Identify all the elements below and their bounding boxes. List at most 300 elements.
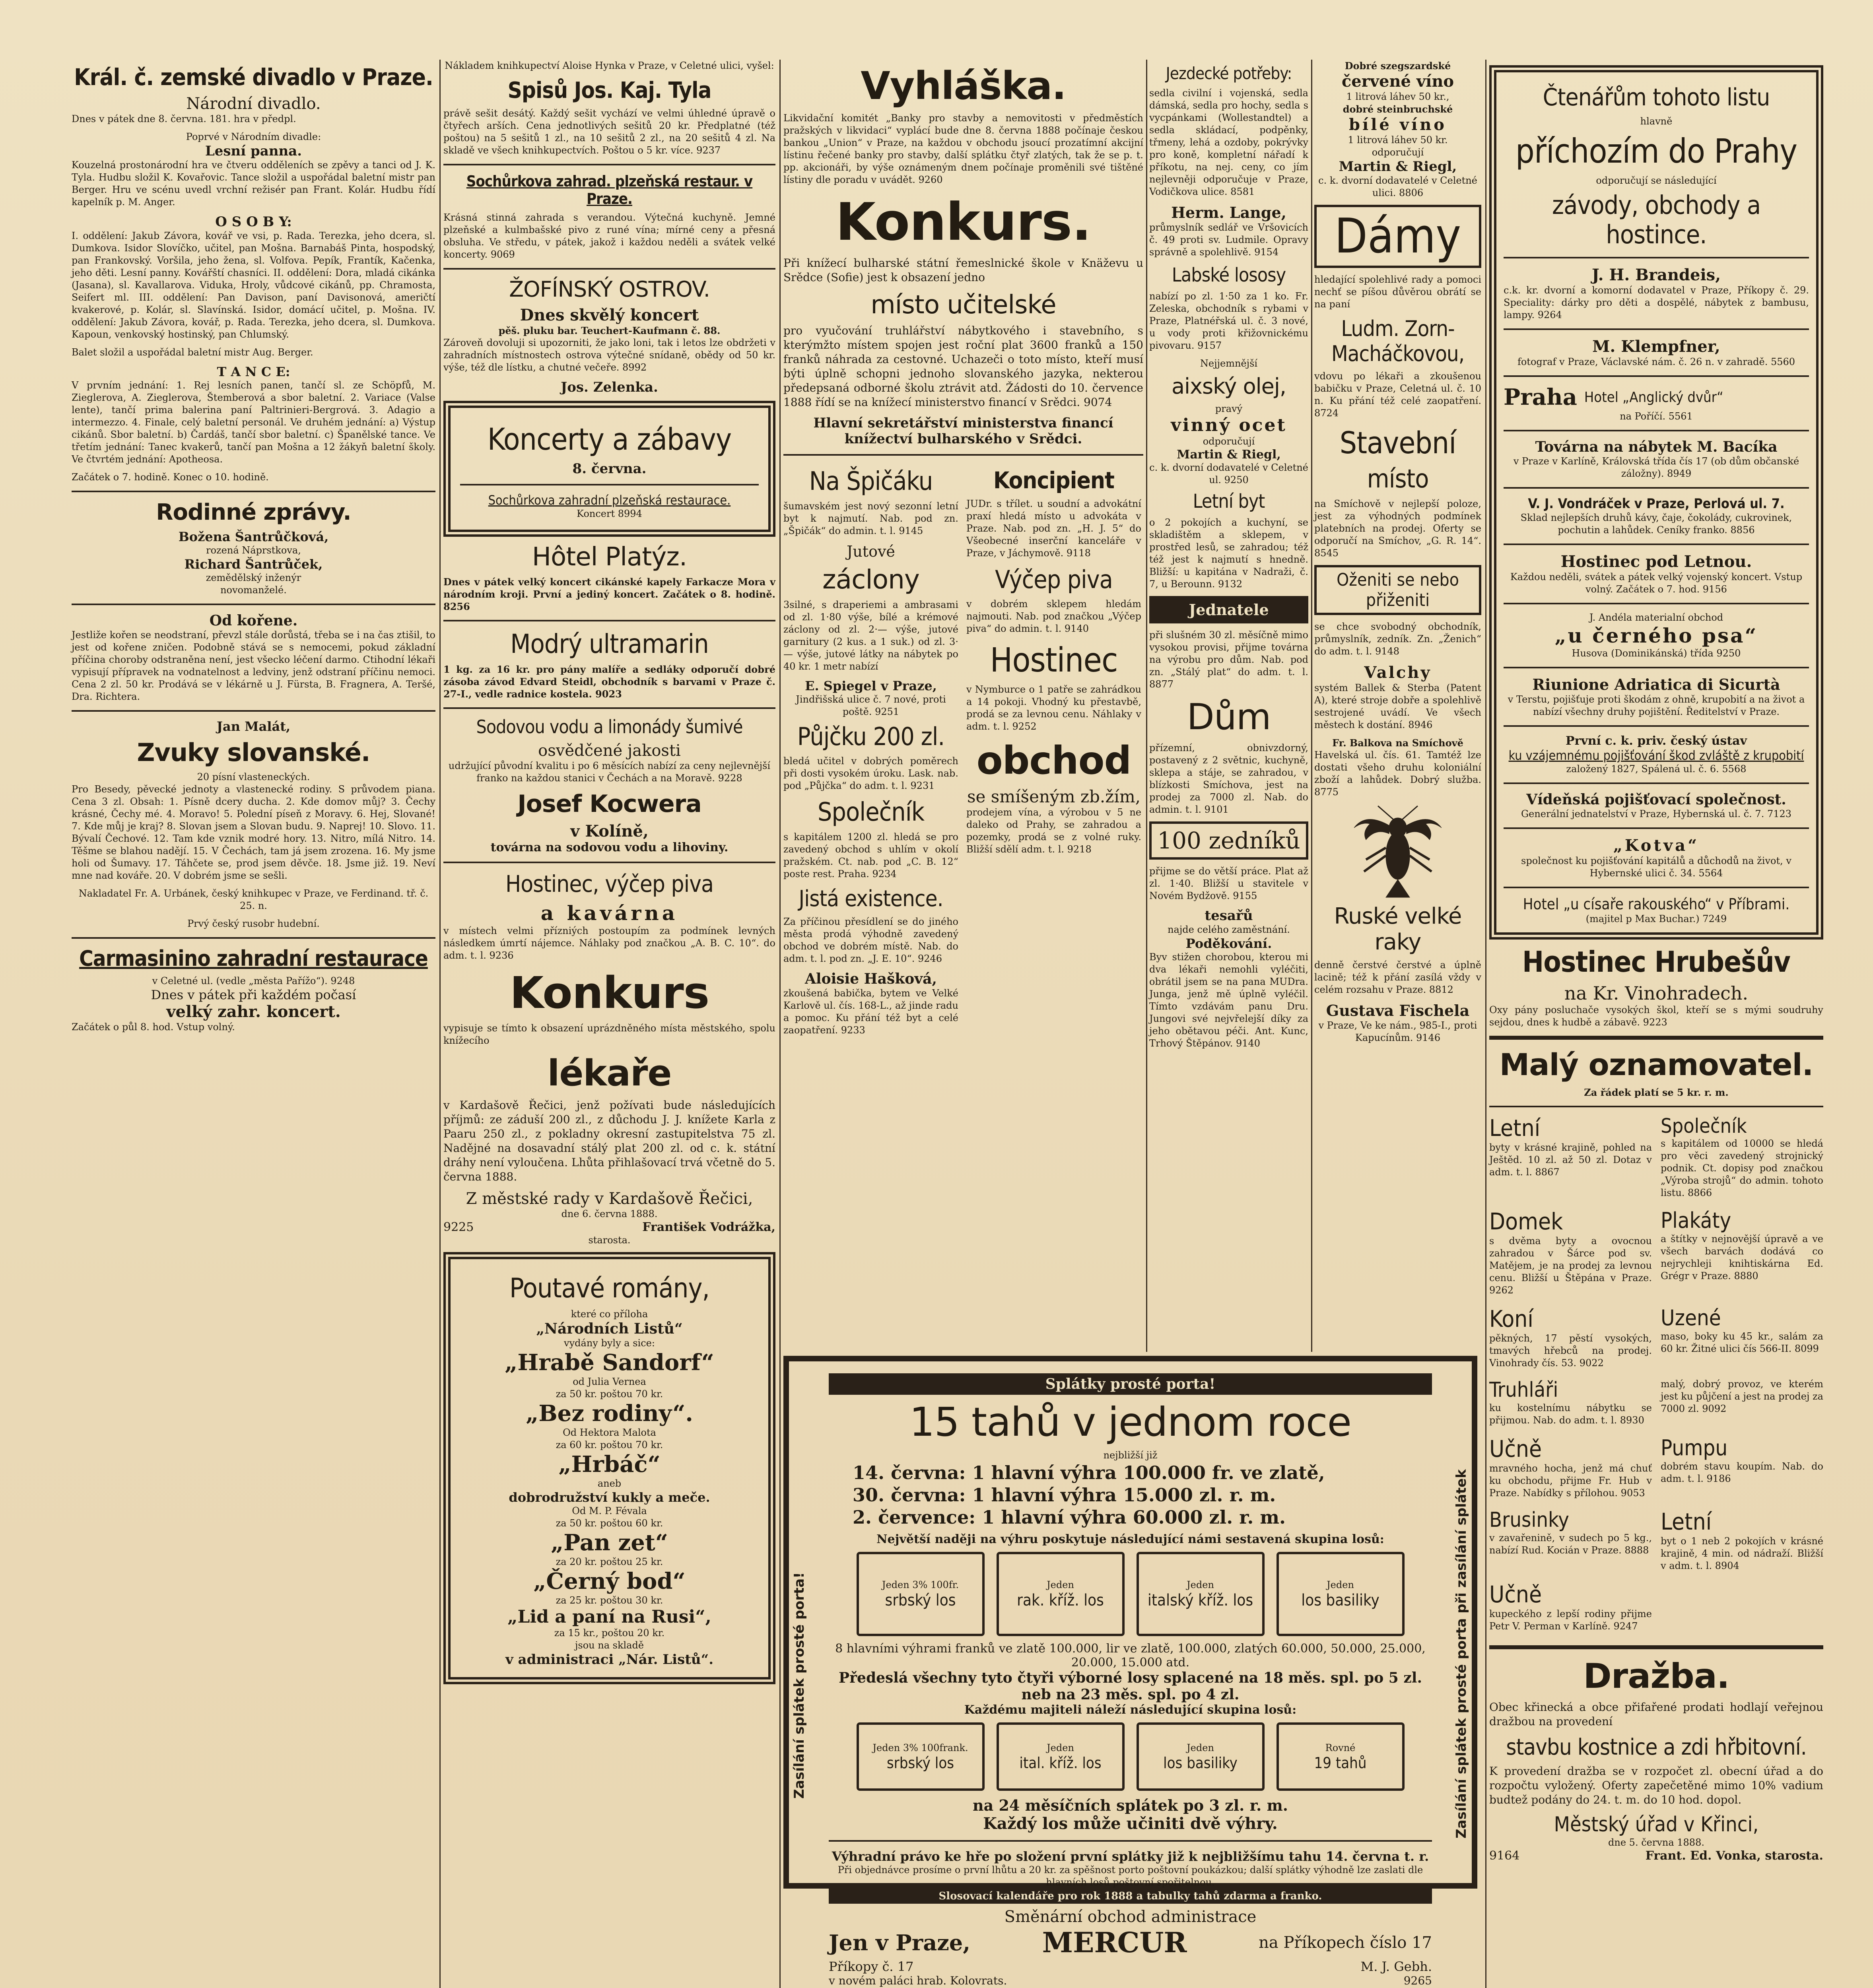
vyhlaska-text: Likvidační komitét „Banky pro stavby a nemovitosti v předměstích pražských v likvidaci“ vyplácí bude dne 8. června 1888 počínaje českou bankou „Union“ v Praze, na každou v obchodu jsoucí prozatímní akcijní lístinu řečené banky pro stavby, další splátku čtyř zlatých, tak že se p. t. pp. akcionáři, by výše oznámeným dnem počínaje proměnili své tištěné lístiny dle poradu v uvádět. 9260 bbox=[783, 113, 1143, 185]
lange-text: průmyslník sedlář ve Vršovicích č. 49 proti sv. Ludmile. Opravy správně a spolehlivě. 9154 bbox=[1149, 222, 1308, 258]
auction-text: Obec křinecká a obce přifařené prodati hodlají veřejnou dražbou na provedení bbox=[1489, 1701, 1823, 1728]
garden-restaurant-text: Krásná stinná zahrada s verandou. Výtečná kuchyně. Jemné plzeňské a kulmbašské pivo z runé vína; mírné ceny a přesná obsluha. Ve středu, v pátek, jakož i každou neděli a svátek velké koncerty. 9069 bbox=[443, 212, 775, 260]
column-directory bbox=[1489, 60, 1823, 1988]
wine-red: červené víno bbox=[1341, 72, 1454, 91]
wine-firm: Martin & Riegl, bbox=[1339, 159, 1457, 175]
novel-6-price: za 15 kr., poštou 20 kr. bbox=[554, 1627, 665, 1639]
auction-text2: K provedení dražba se v rozpočet zl. obecní úřad a do rozpočtu vyložený. Oferty zapečetěné mimo 10% vadium budtež podány do 24. t. m. do 10 hod. dopol. bbox=[1489, 1765, 1823, 1806]
auction-title: Dražba. bbox=[1583, 1656, 1729, 1696]
ticket-kind: Rovné bbox=[1325, 1742, 1356, 1753]
concerts-box bbox=[443, 401, 775, 537]
house-title: Dům bbox=[1187, 696, 1271, 738]
praha-hotel-location: na Poříčí. 5561 bbox=[1620, 411, 1693, 422]
spiegel-address: Jindřišská ulice č. 7 nové, proti poště. 9251 bbox=[796, 694, 946, 717]
lottery-city: Jen v Praze, bbox=[829, 1930, 971, 1955]
building-place: místo bbox=[1367, 464, 1429, 494]
korene-text: Jestliže kořen se neodstraní, převzl stále dorůstá, třeba se i na čas ztišil, to jest od kořene zničen. Podobně stává se s nemocemi, pokud základní příčina choroby odstraněna není, jest všecko léčení darmo. Ctihodní lékaři vypisují přípravek na vodnatelnost a ledviny, jenž odstraní příčinu nemoci. Cena 2 zl. 50 kr. Prodává se v lékárně u J. Fürsta, B. Fragnera, A. Teršé, Dra. Richtera. bbox=[72, 629, 435, 702]
dog-prefix: J. Andéla materialní obchod bbox=[1589, 612, 1723, 623]
building-title: Stavební bbox=[1339, 425, 1456, 460]
guest-note: Prvý český rusobr hudební. bbox=[187, 918, 320, 929]
smoked-title: Uzené bbox=[1661, 1305, 1721, 1330]
konkurs-main-text: Při knížecí bulharské státní řemeslnické škole v Knäževu u Srědce (Sofie) jest k obsazení jedno bbox=[783, 256, 1143, 284]
readers-title: Čtenářům tohoto listu bbox=[1543, 83, 1770, 111]
platyz-text: Dnes v pátek velký koncert cikánské kapely Farkacze Mora v národním kroji. První a jediný koncert. Začátek o 8. hodině. 8256 bbox=[443, 576, 775, 612]
ticket-name: italský kříž. los bbox=[1147, 1591, 1253, 1609]
theatre-date: Dnes v pátek dne 8. června. 181. hra v předpl. bbox=[72, 113, 296, 124]
novel-4-price: za 20 kr. poštou 25 kr. bbox=[556, 1556, 663, 1567]
bacik-text: v Praze v Karlíně, Královská třída čís 17 (ob dům občanské záložny). 8949 bbox=[1513, 456, 1799, 479]
column-rule bbox=[439, 60, 441, 1988]
lottery-ticket bbox=[997, 1722, 1125, 1791]
midwife-text: zkoušená babička, bytem ve Velké Karlově ul. čís. 168-L., až jinde radu a pomoc. Ku přání též byt a celé zaopatření. 9233 bbox=[783, 988, 959, 1036]
lottery-number: 9265 bbox=[1403, 1974, 1432, 1987]
ticket-kind: Jeden bbox=[1187, 1579, 1214, 1590]
kotva-text: společnost ku pojišťování kapitálů a důchodů na život, v Hybernské ulici č. 34. 5564 bbox=[1521, 855, 1791, 879]
cranberries-text: v zavařenině, v sudech po 5 kg., nabízí Rud. Kocián v Praze. 8888 bbox=[1489, 1532, 1652, 1556]
summer2-text: byt o 1 neb 2 pokojích v krásné krajině, 4 min. od nádraží. Bližší v adm. t. l. 8904 bbox=[1661, 1536, 1823, 1571]
koncipient-text: JUDr. s třílet. u soudní a advokátní praxí hledá místo u advokáta v Praze. Nab. pod zn. „H. J. 5“ do Všeobecné inserční kanceláře v Praze, v Jáchymově. 9118 bbox=[966, 498, 1141, 559]
vinegar-title: vinný ocet bbox=[1171, 415, 1287, 435]
joiners-title: Truhláři bbox=[1489, 1378, 1558, 1402]
doctor-text: v Kardašově Řečici, jenž požívati bude následujících příjmů: ze záduší 200 zl., z důchodu J. J. knížete Karla z Paaru 250 zl., z pokladny okresní zastupitelstva 75 zl. Nadějné na dosavadní stálý plat 200 zl. od c. k. státní dráhy není vyloučena. Lhůta přihlašovací trvá včetně do 5. června 1888. bbox=[443, 1099, 775, 1183]
ticket-kind: Jeden 3% 100frank. bbox=[872, 1742, 968, 1753]
lottery-exclusive: Výhradní právo ke hře po složení první splátky již k nejbližšímu tahu 14. června t. r. bbox=[832, 1849, 1429, 1864]
garden-address: v Celetné ul. (vedle „města Pařížo“). 9248 bbox=[152, 975, 355, 986]
loan-text: bledá učitel v dobrých poměrech při dosti vysokém úroku. Lask. nab. pod „Půjčka“ do adm. t. l. 9231 bbox=[783, 755, 958, 791]
column-rule bbox=[1146, 60, 1147, 1352]
balkova-title: Fr. Balkova na Smíchově bbox=[1332, 737, 1463, 749]
garden-concert: velký zahr. koncert. bbox=[166, 1002, 341, 1021]
lobster-icon bbox=[1338, 804, 1457, 899]
summer2-title: Letní bbox=[1661, 1508, 1712, 1535]
novels-newspaper: „Národních Listů“ bbox=[536, 1320, 683, 1337]
lottery-group-1 bbox=[829, 1552, 1432, 1636]
tyl-text: právě sešit desátý. Každý sešit vychází ve velmi úhledné úpravě o čtyřech arších. Cena jednotlivých sešitů 20 kr. Předplatné (též poštou) na 5 sešitů 1 zl., na 10 sešitů 2 zl., na 20 sešitů 4 zl. Na skladě ve všech knihkupectvích. Poštou o 5 kr. více. 9237 bbox=[443, 108, 775, 156]
family-newlyweds: novomanželé. bbox=[220, 584, 287, 596]
dances-list: V prvním jednání: 1. Rej lesních panen, tančí sl. ze Schöpfů, M. Zieglerova, A. Zieglerova, Štemberová a sbor baletní. 2. Variace (Valse lente), tančí prima balerina paní Paltrinieri-Bergrová. 3. Adagio a intermezzo. 4. Finale, celý baletní personál. Ve druhém jednání: a) Výstup cikánů. Sbor baletní. b) Čardáš, tančí sbor baletní. c) Španělské tance. Ve třetím jednání: Tanec kvakerů, tančí pan Mošna a 12 žákyň baletní školy. Ve čtvrtém jednání: Apotheosa. bbox=[72, 380, 435, 465]
auction-number: 9164 bbox=[1489, 1849, 1520, 1863]
ticket-name: ital. kříž. los bbox=[1019, 1754, 1102, 1772]
oil-prefix: Nejjemnější bbox=[1200, 358, 1258, 369]
lottery-prizes: 8 hlavními výhrami franků ve zlatě 100.000, lir ve zlatě, 100.000, zlatých 60.000, 50.000, 25.000, 20.000, 15.000 atd. bbox=[835, 1642, 1426, 1670]
konkurs-main-title: Konkurs. bbox=[835, 192, 1091, 252]
existence-text: Za příčinou přesídlení se do jiného města prodá výhodně zavedený obchod ve dobrém místě. Nab. do adm. t. l. pod zn. „J. E. 10“. 9246 bbox=[783, 916, 958, 964]
partner2-title: Společník bbox=[1661, 1114, 1747, 1138]
spicak-text: šumavském jest nový sezonní letní byt k najmutí. Nab. pod zn. „Špičák“ do admin. t. l. 9145 bbox=[783, 501, 958, 536]
novel-2-author: Od Hektora Malota bbox=[563, 1427, 656, 1438]
agents-text: při slušném 30 zl. měsíčně mimo vysokou provisi, přijme továrna na výrobu pro dům. Nab. pod zn. „Stálý plat“ do adm. t. l. 8877 bbox=[1149, 629, 1308, 690]
klempfner-text: fotograf v Praze, Václavské nám. č. 26 n. v zahradě. 5560 bbox=[1517, 356, 1795, 367]
letnou-title: Hostinec pod Letnou. bbox=[1560, 552, 1752, 571]
hrubes-title: Hostinec Hrubešův bbox=[1522, 945, 1790, 978]
song-author: Jan Malát, bbox=[216, 719, 291, 734]
lottery-group-2 bbox=[829, 1722, 1432, 1791]
council-role: starosta. bbox=[588, 1235, 631, 1246]
wine-address: c. k. dvorní dodavatelé v Celetné ulici. 8806 bbox=[1318, 175, 1477, 198]
masons-title: 100 zedníků bbox=[1157, 827, 1300, 854]
summer-flat-title: Letní byt bbox=[1193, 490, 1265, 513]
balkova-text: Havelská ul. čís. 61. Tamtéž lze dostati všeho druhu koloniální zboží a lahůdek. Dobrý služba. 8775 bbox=[1314, 749, 1481, 798]
lottery-firm: MERCUR bbox=[1042, 1926, 1187, 1959]
family-bride-maiden: rozená Náprstkova, bbox=[206, 545, 301, 556]
lottery-address-2: Příkopy č. 17 bbox=[829, 1959, 914, 1974]
ultramarin-title: Modrý ultramarin bbox=[510, 629, 709, 659]
posters-title: Plakáty bbox=[1661, 1208, 1731, 1233]
ballet-note: Balet složil a uspořádal baletní mistr Aug. Berger. bbox=[72, 347, 313, 358]
konkurs-title: Konkurs bbox=[509, 967, 709, 1018]
column-rule bbox=[1311, 60, 1312, 1352]
loan-title: Půjčku 200 zl. bbox=[797, 722, 945, 751]
novel-3-title: „Hrbáč“ bbox=[558, 1451, 661, 1477]
song-subtitle: 20 písní vlasteneckých. bbox=[197, 771, 310, 782]
zofin-subtitle: Dnes skvělý koncert bbox=[520, 306, 699, 324]
zofin-band: pěš. pluku bar. Teuchert-Kaufmann č. 88. bbox=[498, 325, 721, 336]
zofin-title: ŽOFÍNSKÝ OSTROV. bbox=[509, 277, 710, 302]
shop-subtitle: se smíšeným zb.žím, bbox=[967, 787, 1141, 806]
lottery-ad bbox=[783, 1356, 1477, 1987]
publisher-note: Nákladem knihkupectví Aloise Hynka v Praze, v Celetné ulici, vyšel: bbox=[445, 60, 774, 71]
ticket-name: 19 tahů bbox=[1314, 1754, 1367, 1772]
cottage-text: s dvěma byty a ovocnou zahradou v Šárce pod sv. Matějem, je na prodej za levnou cenu. Bližší u Štěpána v Praze. 9262 bbox=[1489, 1235, 1652, 1296]
letnou-text: Každou neděli, svátek a pátek velký vojenský koncert. Vstup volný. Začátek o 7. hod. 9156 bbox=[1510, 571, 1803, 595]
vienna-title: Vídeňská pojišťovací společnost. bbox=[1526, 791, 1786, 808]
concerts-venue: Sochůrkova zahradní plzeňská restaurace. bbox=[488, 493, 731, 508]
concerts-title: Koncerty a zábavy bbox=[487, 421, 732, 457]
lottery-ticket bbox=[857, 1552, 985, 1636]
teacher-text: pro vyučování truhlářství nábytkového i stavebního, s kterýmžto místem spojen jest roční plat 3600 franků a 150 franků náhrada za cestovné. Uchazeči o toto místo, kteří musí býti úplně schopni jednoho slovanského jazyka, nekterou předepsaná odborné školu ztrávit atd. Žádosti do 10. července 1888 řídí se na knížecí ministerstvo financí v Srědci. 9074 bbox=[783, 324, 1143, 409]
carpenters-title: tesařů bbox=[1205, 908, 1253, 924]
vondracek-title: V. J. Vondráček v Praze, Perlová ul. 7. bbox=[1528, 496, 1785, 512]
wine-white-price: 1 litrová láhev 50 kr. bbox=[1348, 134, 1448, 146]
zofin-signature: Jos. Zelenka. bbox=[561, 379, 658, 395]
carpenters-text: najde celého zaměstnání. bbox=[1168, 924, 1290, 935]
lottery-draw-1: 14. června: 1 hlavní výhra 100.000 fr. ve zlatě, bbox=[853, 1462, 1325, 1483]
partner-text: s kapitálem 1200 zl. hledá se pro zavedený obchod s uhlím v okolí pražském. Ct. nab. pod „C. B. 12“ poste rest. Praha. 9234 bbox=[783, 831, 958, 879]
hostinec-title: Hostinec, výčep piva bbox=[505, 870, 714, 897]
play-title: Lesní panna. bbox=[205, 143, 302, 159]
oil-firm: Martin & Riegl, bbox=[1177, 448, 1281, 462]
garden-title: Carmasinino zahradní restaurace bbox=[79, 946, 428, 971]
apprentice-title: Učně bbox=[1489, 1435, 1542, 1462]
column-ads-3 bbox=[783, 60, 1143, 1352]
summer-title: Letní bbox=[1489, 1114, 1541, 1142]
fischel-address: v Praze, Ve ke nám., 985-I., proti Kapucínům. 9146 bbox=[1318, 1020, 1477, 1043]
smoked-text: maso, boky ku 45 kr., salám za 60 kr. Žitné ulici čís 566-II. 8099 bbox=[1661, 1331, 1823, 1354]
hostinec-text: v místech velmi přízniých postoupím za podmínek levných následkem úmrtí nájemce. Náhlaky pod značkou „A. B. C. 10“. do adm. t. l. 9236 bbox=[443, 925, 775, 961]
brandeis-text: c.k. kr. dvorní a komorní dodavatel v Praze, Příkopy č. 29. Speciality: dárky pro děti a dospělé, nábytek z bambusu, lampy. 9264 bbox=[1504, 285, 1809, 320]
garden-weather: Dnes v pátek při každém počasí bbox=[151, 987, 356, 1002]
lottery-ticket bbox=[857, 1722, 985, 1791]
mill-text: malý, dobrý provoz, ve kterém jest ku půjčení a jest na prodej za 7000 zl. 9092 bbox=[1661, 1378, 1823, 1414]
pump-title: Pumpu bbox=[1661, 1435, 1728, 1460]
cast-list: I. oddělení: Jakub Závora, kovář ve vsi, p. Rada. Terezka, jeho dcera, sl. Dumkova. Isidor Slovíčko, učitel, pan Mošna. Barnabáš Pinta, hospodský, pan Frankovský. Voršila, jeho žena, sl. Volfova. Pepík, Frantík, Kačenka, jeho děti. Lesní panny. Kovářští chasníci. II. oddělení: Dora, mladá cikánka (Jasana), sl. Kavallarova. Viduka, Hroly, vůdcové cikánů, pp. Chramosta, Seifert ml. III. oddělení: Pan Davison, paní Davisonová, američtí kvakerové, p. Kolár, sl. Slavínská. Isidor, domácí učitel, p. Mošna. IV. oddělení: Jakub Závora, kovář, p. Rada. Terezka, jeho dcera, sl. Dumkova. Kapoun, venkovský hostinský, pan Chlumský. bbox=[72, 230, 435, 340]
saddle-title: Jezdecké potřeby: bbox=[1166, 64, 1292, 83]
column-theatre bbox=[72, 60, 435, 1988]
tyl-title: Spisů Jos. Kaj. Tyla bbox=[507, 78, 711, 103]
existence-title: Jistá existence. bbox=[799, 886, 943, 912]
teacher-title: místo učitelské bbox=[870, 290, 1056, 320]
kocwera-town: v Kolíně, bbox=[570, 822, 649, 841]
novel-1-author: od Julia Vernea bbox=[573, 1376, 646, 1387]
lottery-nearest: nejbližší již bbox=[1103, 1450, 1158, 1461]
play-description: Kouzelná prostonárodní hra ve čtveru odděleních se zpěvy a tanci od J. K. Tyla. Hudbu složil K. Kovařovic. Tance složil a uspořádal baletní mistr pan Berger. Hru ve scénu uvedl vrchní režisér pan Frant. Kolár. Hudbu řídí kapelník p. M. Anger. bbox=[72, 159, 435, 208]
council-number: 9225 bbox=[443, 1220, 474, 1234]
ticket-kind: Jeden 3% 100fr. bbox=[882, 1579, 959, 1590]
firms-title: závody, obchody a hostince. bbox=[1552, 191, 1761, 250]
zorn-text: vdovu po lékaři a zkoušenou babičku v Praze, Celetná ul. č. 10 n. Ku přání též celé zaopatření. 8724 bbox=[1314, 371, 1481, 419]
ticket-name: rak. kříž. los bbox=[1017, 1591, 1104, 1609]
ticket-name: los basiliky bbox=[1163, 1754, 1238, 1772]
spiegel-firm: E. Spiegel v Praze, bbox=[805, 678, 937, 693]
column-ads-4 bbox=[1149, 60, 1308, 1352]
novels-admin: v administraci „Nár. Listů“. bbox=[505, 1652, 714, 1668]
brandeis-title: J. H. Brandeis, bbox=[1591, 266, 1721, 284]
auction-mayor: Frant. Ed. Vonka, starosta. bbox=[1645, 1849, 1823, 1863]
building-text: na Smíchově v nejlepší poloze, jest za výhodných podmínek platebních na prodej. Oferty se odporučí na Smíchov, „G. R. 14“. 8545 bbox=[1314, 498, 1481, 559]
lottery-ticket bbox=[1277, 1552, 1405, 1636]
joiners-text: ku kostelnímu nábytku se přijmou. Nab. do adm. t. l. 8930 bbox=[1489, 1402, 1652, 1426]
riunione-title: Riunione Adriatica di Sicurtà bbox=[1532, 676, 1780, 693]
soda-subtitle: osvědčené jakosti bbox=[538, 742, 681, 760]
novels-stock: jsou na skladě bbox=[575, 1640, 644, 1651]
novel-3-price: za 50 kr. poštou 60 kr. bbox=[556, 1518, 663, 1529]
koncipient-title: Koncipient bbox=[993, 467, 1114, 494]
kocwera-title: Josef Kocwera bbox=[517, 790, 701, 818]
garden-time: Začátek o půl 8. hod. Vstup volný. bbox=[72, 1021, 235, 1033]
posters-text: a štítky v nejnovější úpravě a ve všech barvách dodává co nejrychleji knihtiskárna Ed. Grégr v Praze. 8880 bbox=[1661, 1233, 1823, 1281]
partner2-text: s kapitálem od 10000 se hledá pro věci zavedený strojnický podnik. Ct. dopisy pod značkou „Výroba strojů“ do admin. tohoto listu. 8866 bbox=[1661, 1138, 1823, 1198]
wine-steinbruch: dobré steinbruchské bbox=[1343, 103, 1453, 115]
vienna-text: Generální jednatelství v Praze, Hybernská ul. č. 7. 7123 bbox=[1521, 808, 1792, 819]
konkurs-text: vypisuje se tímto k obsazení uprázdněného místa městského, spolu knížecího bbox=[443, 1023, 775, 1046]
praha-hotel: Hotel „Anglický dvůr“ bbox=[1584, 389, 1723, 406]
apprentice2-text: kupeckého z lepší rodiny přijme Petr V. Perman v Karlíně. 9247 bbox=[1489, 1608, 1652, 1632]
zofin-text: Zároveň dovoluji si upozorniti, že jako loni, tak i letos lze obdržeti v zahradních místnostech ostrova výtečné snídaně, obědy od 50 kr. výše, též dle lístku, a chutné večeře. 8992 bbox=[443, 337, 775, 373]
lottery-group2-intro: Každému majiteli náleží následující skupina losů: bbox=[964, 1703, 1297, 1717]
concerts-date: 8. června. bbox=[572, 461, 647, 477]
kotva-title: „Kotva“ bbox=[1613, 836, 1700, 855]
lottery-ticket bbox=[1277, 1722, 1405, 1791]
lottery-side-left: Zasílání splátek prosté porta! bbox=[791, 1572, 807, 1799]
novel-1-price: za 50 kr. poštou 70 kr. bbox=[556, 1388, 663, 1400]
marriage-title: Oženiti se nebo přiženiti bbox=[1337, 570, 1459, 610]
family-groom: Richard Šantrůček, bbox=[184, 557, 323, 572]
performance-time: Začátek o 7. hodině. Konec o 10. hodině. bbox=[72, 472, 269, 483]
first-institute-title: První c. k. priv. český ústav bbox=[1565, 734, 1747, 748]
ticket-kind: Jeden bbox=[1047, 1579, 1074, 1590]
pribram-owner: (majitel p Max Buchar.) 7249 bbox=[1585, 913, 1727, 924]
ladies-text: hledající spolehlivé rady a pomoci nechť se píšou důvěrou obrátí se na paní bbox=[1314, 274, 1481, 310]
pribram-title: Hotel „u císaře rakouského“ v Příbrami. bbox=[1523, 895, 1790, 913]
novel-1-title: „Hrabě Sandorf“ bbox=[505, 1349, 714, 1376]
ticket-name: los basiliky bbox=[1301, 1591, 1379, 1609]
beer-title: Výčep piva bbox=[995, 565, 1113, 594]
hrubes-text: Oxy pány posluchače vysokých škol, kteří se s mými soudruhy sejdou, dnes k hudbě a zábavě. 9223 bbox=[1489, 1004, 1823, 1028]
curtains-text: 3silné, s draperiemi a ambrasami od zl. 1·80 výše, bílé a krémové záclony od zl. 2·— výše, jutové garnitury (2 kus. a 1 suk.) od zl. 3·— výše, jutové látky na nábytek po 40 kr. 1 metr nabízí bbox=[783, 599, 958, 672]
theatre-subtitle: Národní divadlo. bbox=[186, 95, 321, 113]
vyhlaska-title: Vyhláška. bbox=[861, 64, 1066, 108]
council-title: Z městské rady v Kardašově Řečici, bbox=[466, 1190, 753, 1208]
dances-heading: T A N C E: bbox=[217, 364, 290, 379]
dog-title: „u černého psa“ bbox=[1554, 624, 1758, 647]
spicak-title: Na Špičáku bbox=[809, 467, 933, 496]
crayfish-text: denně čerstvé čerstvé a úplně lacině; též k přání zasílá vždy v celém rozsahu v Praze. 8812 bbox=[1314, 959, 1481, 995]
agents-title: Jednatele bbox=[1189, 601, 1269, 619]
ticket-kind: Jeden bbox=[1047, 1742, 1074, 1753]
lottery-calendar: Slosovací kalendáře pro rok 1888 a tabulky tahů zdarma a franko. bbox=[829, 1889, 1432, 1904]
mangles-text: systém Ballek & Sterba (Patent A), které stroje dobře a spolehlivě sestrojené uvádí. Ve všech městech k dostání. 8946 bbox=[1314, 682, 1481, 730]
council-signature: František Vodrážka, bbox=[642, 1220, 775, 1234]
platyz-title: Hôtel Platýz. bbox=[532, 542, 687, 572]
fischel-firm: Gustava Fischela bbox=[1326, 1002, 1470, 1019]
theatre-title: Král. č. zemské divadlo v Praze. bbox=[74, 64, 433, 91]
lottery-palace: v novém paláci hrab. Kolovrats. bbox=[829, 1974, 1007, 1987]
oil-pure: pravý bbox=[1215, 403, 1243, 414]
novel-6-title: „Lid a paní na Rusi“, bbox=[507, 1607, 711, 1627]
family-bride: Božena Šantrůčková, bbox=[178, 529, 329, 544]
lottery-installments: Předeslá všechny tyto čtyři výborné losy splacené na 18 měs. spl. po 5 zl. neb na 23 měs. spl. po 4 zl. bbox=[839, 1670, 1422, 1703]
lottery-shop: Směnární obchod administrace bbox=[1004, 1908, 1257, 1926]
mangles-title: Valchy bbox=[1364, 663, 1432, 682]
ticket-name: srbský los bbox=[886, 1754, 954, 1772]
wine-white: bílé víno bbox=[1349, 115, 1447, 134]
zorn-title: Ludm. Zorn-Macháčkovou, bbox=[1331, 316, 1465, 366]
first-institute-line: ku vzájemnému pojišťování škod zvláště z krupobití bbox=[1508, 748, 1804, 763]
inn-text: v Nymburce o 1 patře se zahrádkou a 14 pokoji. Vhodný ku přestavbě, prodá se za levnou cenu. Náhlaky v adm. t. l. 9252 bbox=[966, 684, 1141, 732]
klempfner-title: M. Klempfner, bbox=[1592, 337, 1720, 356]
lottery-draw-2: 30. června: 1 hlavní výhra 15.000 zl. r. m. bbox=[853, 1484, 1276, 1506]
ultramarin-text: 1 kg. za 16 kr. pro pány malíře a sedláky odporučí dobré zásoba závod Edvard Steidl, obchodník s barvami v Praze č. 27-I., vedle radnice kostela. 9023 bbox=[443, 664, 775, 700]
lange-title: Herm. Lange, bbox=[1171, 204, 1286, 221]
visitors-title: příchozím do Prahy bbox=[1515, 132, 1797, 171]
horses-text: pěkných, 17 pěstí vysokých, tmavých hřebců na prodej. Vinohrady čís. 53. 9022 bbox=[1489, 1333, 1652, 1369]
lottery-each: Každý los může učiniti dvě výhry. bbox=[983, 1814, 1278, 1833]
lottery-ticket bbox=[997, 1552, 1125, 1636]
secretariat: Hlavní sekretářství ministerstva financí knížectví bulharského v Srědci. bbox=[813, 415, 1113, 447]
ticket-kind: Jeden bbox=[1327, 1579, 1354, 1590]
ticket-name: srbský los bbox=[885, 1591, 956, 1609]
auction-date: dne 5. června 1888. bbox=[1608, 1837, 1704, 1848]
lottery-draw-3: 2. července: 1 hlavní výhra 60.000 zl. r. m. bbox=[853, 1507, 1286, 1528]
summer-flat-text: o 2 pokojích a kuchyní, se skladištěm a sklepem, v prostřed lesů, se zahradou; též též jest k najmutí s hnedně. Bližší: u kapitána v Nadraži, č. 7, u Berounn. 9132 bbox=[1149, 517, 1308, 590]
apprentice-text: mravného hocha, jenž má chuť ku obchodu, přijme Fr. Hub v Praze. Nabídky s přílohou. 9053 bbox=[1489, 1463, 1652, 1499]
hostinec-subtitle: a kavárna bbox=[540, 901, 678, 925]
cottage-title: Domek bbox=[1489, 1208, 1563, 1235]
lottery-title: 15 tahů v jednom roce bbox=[909, 1399, 1352, 1445]
column-ads-5 bbox=[1314, 60, 1481, 1352]
soda-text: udržující původní kvalitu i po 6 měsících nabízí za ceny nejlevnější franko na každou stanici v Čechách a na Moravě. 9228 bbox=[448, 760, 771, 784]
crayfish-title: Ruské velké raky bbox=[1334, 903, 1462, 955]
family-news-title: Rodinné zprávy. bbox=[156, 499, 351, 525]
summer-text: byty v krásné krajině, pohled na Ještěd. 10 zl. až 50 zl. Dotaz v adm. t. l. 8867 bbox=[1489, 1142, 1652, 1178]
doctor-title: lékaře bbox=[547, 1052, 672, 1094]
lottery-installments-2: na 24 měsíčních splátek po 3 zl. r. m. bbox=[972, 1796, 1288, 1814]
novel-3-subtitle: dobrodružství kukly a meče. bbox=[509, 1490, 710, 1505]
small-ads-rate: Za řádek platí se 5 kr. r. m. bbox=[1584, 1087, 1729, 1098]
novels-title: Poutavé romány, bbox=[509, 1273, 709, 1304]
auction-subject: stavbu kostnice a zdi hřbitovní. bbox=[1506, 1734, 1807, 1760]
novel-5-price: za 25 kr. poštou 30 kr. bbox=[556, 1595, 663, 1606]
lottery-group-intro: Největší naději na výhru poskytuje následující námi sestavená skupina losů: bbox=[876, 1532, 1384, 1546]
novels-box bbox=[443, 1252, 775, 1684]
jute-title: Jutové bbox=[847, 543, 895, 560]
dog-address: Husova (Dominikánská) třída 9250 bbox=[1572, 648, 1741, 659]
novel-4-title: „Pan zet“ bbox=[551, 1530, 668, 1556]
cast-heading: O S O B Y: bbox=[215, 214, 292, 230]
bacik-title: Továrna na nábytek M. Bacíka bbox=[1535, 439, 1778, 455]
shop-title: obchod bbox=[976, 738, 1131, 783]
inn-title: Hostinec bbox=[990, 641, 1118, 679]
thanks-text: Byv stižen chorobou, kterou mi dva lékaři nemohli vyléčiti, obrátil jsem se na pana MUDra. Junga, jenž mě úplně vyléčil. Tímto vzdávám panu Dru. Jungovi své nejvřelejší díky za jeho obětavou péči. Ant. Kunc, Trhový Štěpánov. 9140 bbox=[1149, 951, 1308, 1049]
ladies-title: Dámy bbox=[1334, 209, 1461, 264]
saddle-text: sedla civilní i vojenská, sedla dámská, sedla pro hochy, sedla s vycpánkami (Wollestandtel) a sedla skládací, podpěnky, třmeny, lehá a ozdoby, pokrývky pro koně, kompletní nářadí k příkotu, na nej. ceny, co jím nejlevněji odporučuje v Praze, Vodičkova ulice. 8581 bbox=[1149, 87, 1308, 197]
lottery-band: Splátky prosté porta! bbox=[829, 1373, 1432, 1395]
salmon-title: Labské lososy bbox=[1172, 264, 1286, 286]
novels-published: vydány byly a sice: bbox=[564, 1338, 655, 1349]
salmon-text: nabízí po zl. 1·50 za 1 ko. Fr. Zeleska, obchodník s rybami v Praze, Platnéřská ul. č. 3 nové, u vody proti křižovnickému pivovaru. 9157 bbox=[1149, 291, 1308, 351]
midwife-title: Aloisie Hašková, bbox=[804, 971, 937, 987]
column-ads-2 bbox=[443, 60, 775, 1988]
novel-2-price: za 60 kr. poštou 70 kr. bbox=[556, 1439, 663, 1450]
korene-title: Od kořene. bbox=[209, 612, 298, 629]
ticket-kind: Jeden bbox=[1187, 1742, 1214, 1753]
wine-recommend: odporučují bbox=[1372, 147, 1424, 158]
garden-restaurant-title: Sochůrkova zahrad. plzeňská restaur. v Praze. bbox=[466, 173, 753, 208]
auction-office: Městský úřad v Křinci, bbox=[1554, 1813, 1759, 1837]
song-publisher: Nakladatel Fr. A. Urbánek, český knihkupec v Praze, ve Ferdinand. tř. č. 25. n. bbox=[78, 888, 429, 911]
hrubes-subtitle: na Kr. Vinohradech. bbox=[1564, 982, 1749, 1004]
lottery-ticket bbox=[1137, 1722, 1265, 1791]
wine-title: Dobré szegszardské bbox=[1345, 60, 1451, 72]
vondracek-text: Sklad nejlepších druhů kávy, čaje, čokolády, cukrovinek, pochutin a lahůdek. Ceníky franko. 8856 bbox=[1520, 512, 1792, 536]
masons-text: přijme se do větší práce. Plat až zl. 1·40. Bližší u stavitele v Novém Bydžově. 9155 bbox=[1149, 866, 1308, 901]
partner-title: Společník bbox=[817, 798, 925, 827]
column-rule bbox=[779, 60, 781, 1988]
wine-red-price: 1 litrová láhev 50 kr., bbox=[1346, 91, 1449, 102]
pump-text: dobrém stavu koupím. Nab. do adm. t. l. 9186 bbox=[1661, 1461, 1823, 1484]
oil-recommend: odporučují bbox=[1203, 436, 1255, 447]
directory-box bbox=[1489, 65, 1823, 940]
house-text: přízemní, obnivzdorný, postavený z 2 světnic, kuchyně, sklepa a stáje, se zahradou, v blízkosti Smíchova, jest na prodej za 7000 zl. Nab. do admin. t. l. 9101 bbox=[1149, 742, 1308, 815]
first-institute-founded: založený 1827, Spálená ul. č. 6. 5568 bbox=[1566, 763, 1747, 775]
council-date: dne 6. června 1888. bbox=[561, 1208, 658, 1219]
readers-mainly: hlavně bbox=[1640, 116, 1673, 127]
apprentice2-title: Učně bbox=[1489, 1581, 1542, 1608]
curtains-title: záclony bbox=[822, 564, 919, 595]
readers-recommend: odporučují se následující bbox=[1596, 175, 1717, 186]
family-groom-role: zemědělský inženýr bbox=[206, 572, 301, 583]
lottery-side-right: Zasílání splátek prosté porta při zasílání splátek bbox=[1453, 1469, 1469, 1839]
novels-subtitle: které co příloha bbox=[571, 1309, 648, 1320]
novel-2-title: „Bez rodiny“. bbox=[526, 1400, 693, 1427]
lottery-address: na Příkopech číslo 17 bbox=[1259, 1933, 1432, 1952]
oil-title: aixský olej, bbox=[1171, 374, 1286, 399]
novel-3-or: aneb bbox=[597, 1478, 622, 1489]
small-ads-title: Malý oznamovatel. bbox=[1499, 1047, 1813, 1082]
novel-3-author: Od M. P. Févala bbox=[572, 1505, 647, 1516]
horses-title: Koní bbox=[1489, 1305, 1533, 1332]
lottery-orders: Při objednávce prosíme o první lhůtu a 20 kr. za spěšnost porto poštovní poukázkou; další splátky výhodně lze zaslati dle hlavních losů poštovní spořitelnou. bbox=[837, 1864, 1423, 1888]
oil-address: c. k. dvorní dodavatelé v Celetné ul. 9250 bbox=[1149, 462, 1308, 485]
lottery-owner: M. J. Gebh. bbox=[1360, 1959, 1432, 1974]
soda-title: Sodovou vodu a limonády šumivé bbox=[476, 716, 743, 738]
kocwera-footer: továrna na sodovou vodu a lihoviny. bbox=[490, 841, 729, 854]
lottery-ticket bbox=[1137, 1552, 1265, 1636]
marriage-text: se chce svobodný obchodník, průmyslník, zedník. Zn. „Ženich“ do adm. t. l. 9148 bbox=[1314, 621, 1481, 657]
first-performance: Poprvé v Národním divadle: bbox=[186, 131, 321, 142]
song-contents: Pro Besedy, pěvecké jednoty a vlastenecké rodiny. S průvodem piana. Cena 3 zl. Obsah: 1. Písně dcery ducha. 2. Kde domov můj? 3. Čechy krásné, Čechy mé. 4. Moravo! 5. Polední píseň z Moravy. 6. Hej, Slované! 7. Kde můj je kraj? 8. Slovan jsem a Slovan budu. 9. Naprej! 10. Slovo. 11. Bývalí Čechové. 12. Tam kde vznik modré hory. 13. Nitro, mílá Nitro. 14. Těšme se blahou nadějí. 15. V Čechách, tam já jsem zrozena. 16. My jsme holi od Šumavy. 17. Táhčete se, prod jsem děvče. 18. Jsme již. 19. Neví mne nad kováře. 20. V dobrém jsme se sešli. bbox=[72, 784, 435, 881]
thanks-title: Poděkování. bbox=[1185, 936, 1272, 951]
